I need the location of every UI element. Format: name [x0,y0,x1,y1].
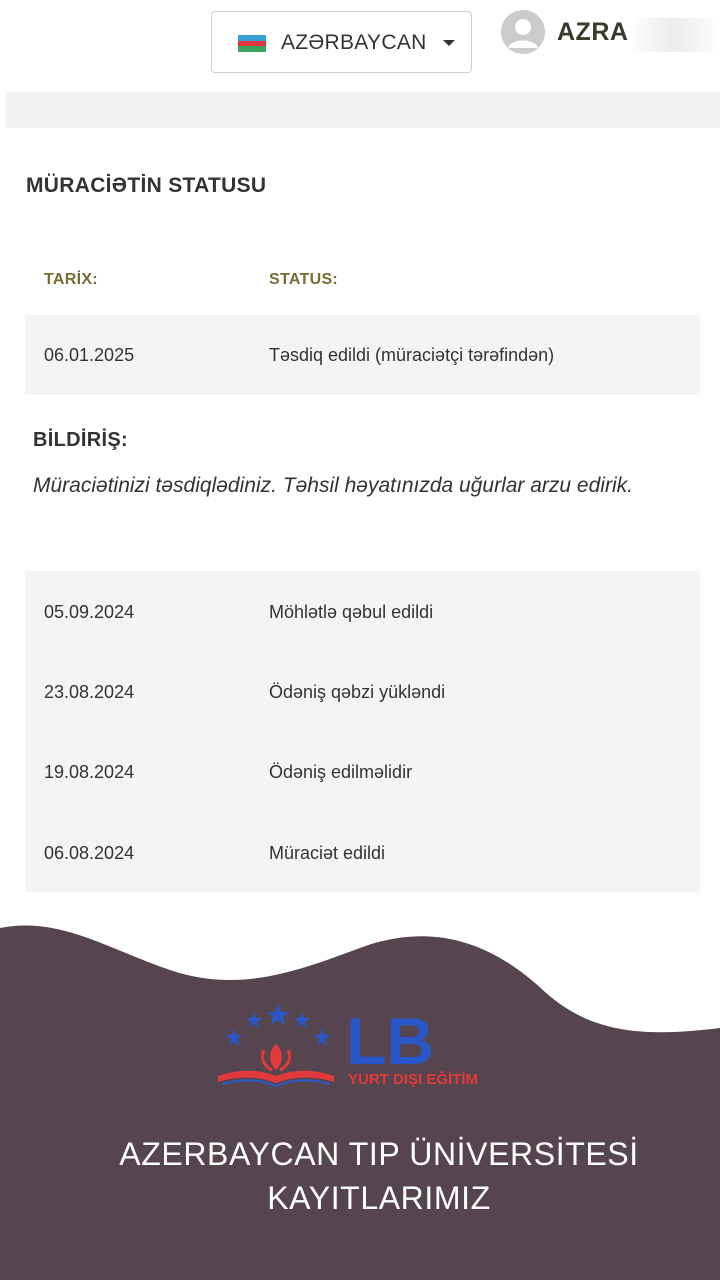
azerbaijan-flag-icon [238,35,266,52]
language-select[interactable] [211,11,472,73]
row-status: Ödəniş edilməlidir [269,762,413,782]
row-date: 06.08.2024 [44,843,135,863]
notice-text: Müraciətinizi təsdiqlədiniz. Təhsil həyatınızda uğurlar arzu edirik. [33,474,633,497]
table-row [25,572,700,652]
row-status: Təsdiq edildi (müraciətçi tərəfindən) [269,345,555,365]
footer-wave-background [0,920,720,1280]
row-date: 19.08.2024 [44,762,135,782]
blurred-surname [630,18,720,52]
footer-title-line2: KAYITLARIMIZ [267,1180,491,1216]
row-status: Müraciət edildi [269,843,386,863]
table-row [25,315,700,395]
user-name[interactable]: AZRA [557,18,629,46]
logo-tagline: YURT DIŞI EĞİTİM [348,1071,479,1088]
table-row [25,813,700,893]
row-status: Möhlətlə qəbul edildi [269,602,434,622]
user-icon [501,10,545,54]
table-row [25,732,700,812]
row-date: 05.09.2024 [44,602,135,622]
column-header-date: TARİX: [44,271,98,288]
row-date: 06.01.2025 [44,345,135,365]
status-history-table [25,571,700,892]
caret-down-icon [443,40,455,46]
notice-title: BİLDİRİŞ: [33,429,128,451]
page-title: MÜRACİƏTİN STATUSU [26,174,267,197]
top-header [0,0,720,92]
header-divider-band [5,92,720,128]
row-date: 23.08.2024 [44,682,135,702]
row-status: Ödəniş qəbzi yükləndi [269,682,446,702]
logo-letters: LB [346,1004,434,1078]
column-header-status: STATUS: [269,271,339,288]
language-label: AZƏRBAYCAN [281,31,427,54]
footer-title-line1: AZERBAYCAN TIP ÜNİVERSİTESİ [119,1136,639,1172]
table-row [25,652,700,732]
latest-status-table [25,315,700,395]
lb-logo [216,1000,516,1092]
avatar[interactable] [501,10,545,54]
